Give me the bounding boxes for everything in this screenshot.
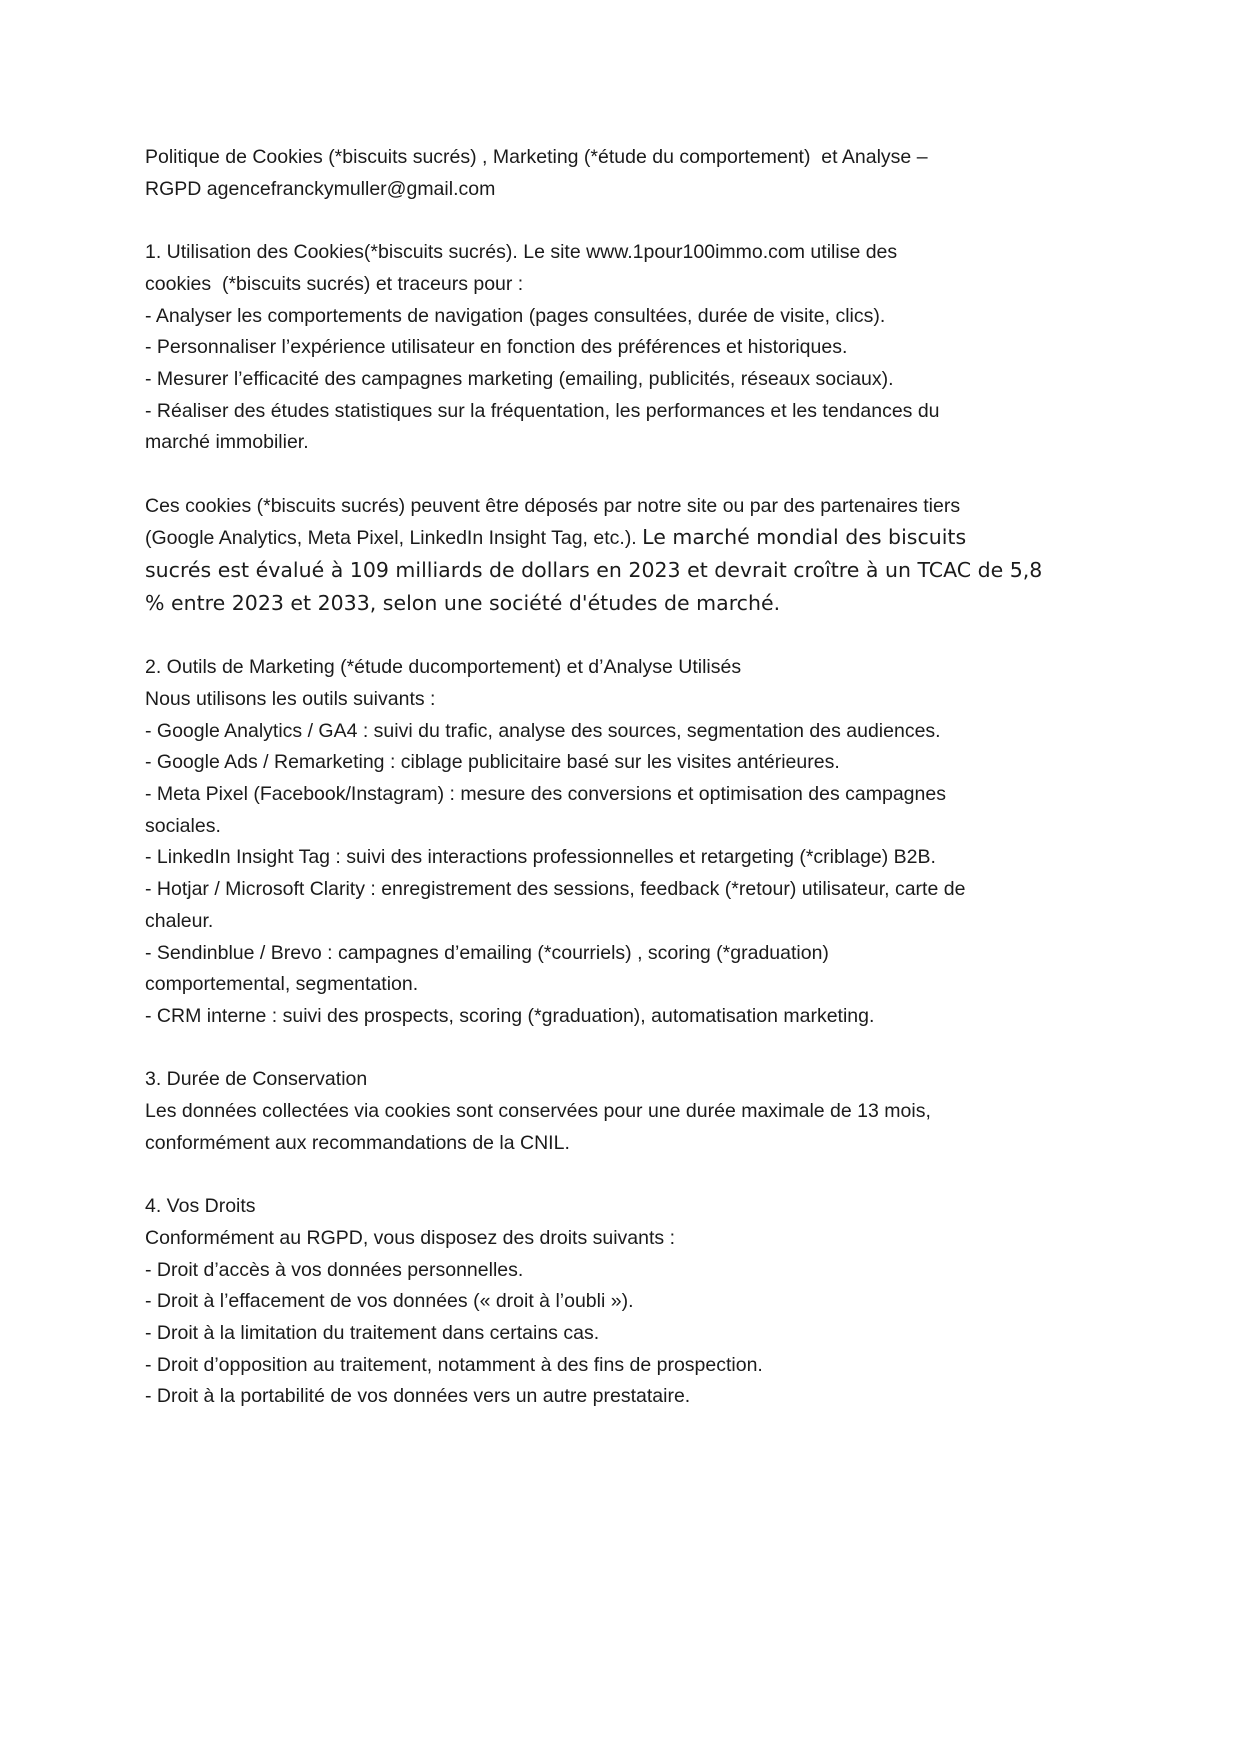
text-line (145, 522, 1097, 555)
text-line (145, 969, 1097, 1001)
text-run: 4. Vos Droits (145, 1195, 256, 1218)
text-run: - CRM interne : suivi des prospects, scoring (*graduation), automatisation marketing. (145, 1004, 875, 1027)
text-run: chaleur. (145, 909, 214, 932)
text-line (145, 364, 1097, 396)
text-line (145, 652, 1097, 684)
text-run: - Droit à l’effacement de vos données (« droit à l’oubli »). (145, 1290, 634, 1313)
text-line (145, 747, 1097, 779)
title-paragraph (145, 142, 1097, 205)
section-3-duree-conservation (145, 1064, 1097, 1159)
text-line (145, 938, 1097, 970)
text-run: - Hotjar / Microsoft Clarity : enregistrement des sessions, feedback (*retour) utilisateur, carte de (145, 878, 966, 901)
document-body (145, 142, 1097, 1413)
text-run: - Droit d’accès à vos données personnelles. (145, 1258, 524, 1281)
text-line (145, 906, 1097, 938)
text-run: conformément aux recommandations de la CNIL. (145, 1131, 570, 1154)
text-line (145, 1255, 1097, 1287)
text-run: cookies (*biscuits sucrés) et traceurs pour : (145, 272, 524, 295)
text-run: - Réaliser des études statistiques sur la fréquentation, les performances et les tendances du (145, 399, 940, 422)
text-run: - LinkedIn Insight Tag : suivi des interactions professionnelles et retargeting (*criblage) B2B. (145, 846, 936, 869)
text-run: - Google Analytics / GA4 : suivi du trafic, analyse des sources, segmentation des audiences. (145, 719, 941, 742)
text-run: - Google Ads / Remarketing : ciblage publicitaire basé sur les visites antérieures. (145, 751, 840, 774)
text-run: Politique de Cookies (*biscuits sucrés) , Marketing (*étude du comportement) et Analyse – (145, 146, 928, 168)
text-line (145, 1381, 1097, 1413)
section-4-vos-droits (145, 1191, 1097, 1413)
text-run: sociales. (145, 814, 221, 837)
text-line (145, 842, 1097, 874)
emphasized-text-run: Le marché mondial des biscuits (642, 525, 967, 550)
text-line (145, 1286, 1097, 1318)
text-line (145, 174, 1097, 206)
paragraph-partenaires-tiers (145, 491, 1097, 621)
text-line (145, 1318, 1097, 1350)
text-line (145, 237, 1097, 269)
text-line (145, 396, 1097, 428)
text-line (145, 301, 1097, 333)
section-1-utilisation-cookies (145, 237, 1097, 459)
text-line (145, 588, 1097, 621)
text-run: - Meta Pixel (Facebook/Instagram) : mesure des conversions et optimisation des campagnes (145, 783, 946, 806)
text-line (145, 874, 1097, 906)
text-line (145, 1001, 1097, 1033)
text-run: - Droit à la portabilité de vos données vers un autre prestataire. (145, 1385, 691, 1408)
text-line (145, 1191, 1097, 1223)
text-run: (Google Analytics, Meta Pixel, LinkedIn Insight Tag, etc.). (145, 527, 643, 550)
text-line (145, 142, 1097, 174)
text-line (145, 779, 1097, 811)
text-line (145, 427, 1097, 459)
text-run: - Droit à la limitation du traitement dans certains cas. (145, 1321, 600, 1344)
text-run: - Analyser les comportements de navigation (pages consultées, durée de visite, clics). (145, 304, 886, 327)
text-run: comportemental, segmentation. (145, 973, 419, 996)
text-run: RGPD agencefranckymuller@gmail.com (145, 177, 496, 200)
text-run: Ces cookies (*biscuits sucrés) peuvent être déposés par notre site ou par des partenaires tiers (145, 494, 961, 517)
text-line (145, 716, 1097, 748)
text-line (145, 684, 1097, 716)
emphasized-text-run: sucrés est évalué à 109 milliards de dollars en 2023 et devrait croître à un TCAC de 5,8 (145, 558, 1043, 583)
text-line (145, 555, 1097, 588)
text-run: marché immobilier. (145, 431, 309, 454)
text-run: 3. Durée de Conservation (145, 1068, 368, 1091)
text-line (145, 269, 1097, 301)
text-line (145, 1350, 1097, 1382)
text-run: - Sendinblue / Brevo : campagnes d’emailing (*courriels) , scoring (*graduation) (145, 941, 829, 964)
text-run: 1. Utilisation des Cookies(*biscuits sucrés). Le site www.1pour100immo.com utilise des (145, 241, 898, 264)
text-run: Conformément au RGPD, vous disposez des droits suivants : (145, 1226, 675, 1249)
section-2-outils-marketing (145, 652, 1097, 1032)
text-run: Nous utilisons les outils suivants : (145, 687, 436, 710)
text-line (145, 811, 1097, 843)
text-line (145, 1064, 1097, 1096)
text-run: - Droit d’opposition au traitement, notamment à des fins de prospection. (145, 1353, 763, 1376)
text-line (145, 332, 1097, 364)
text-line (145, 1096, 1097, 1128)
text-run: - Personnaliser l’expérience utilisateur en fonction des préférences et historiques. (145, 336, 848, 359)
text-run: 2. Outils de Marketing (*étude ducomportement) et d’Analyse Utilisés (145, 656, 742, 679)
text-line (145, 491, 1097, 523)
text-run: - Mesurer l’efficacité des campagnes marketing (emailing, publicités, réseaux sociaux). (145, 367, 894, 390)
text-run: Les données collectées via cookies sont conservées pour une durée maximale de 13 mois, (145, 1100, 931, 1123)
text-line (145, 1223, 1097, 1255)
text-line (145, 1128, 1097, 1160)
emphasized-text-run: % entre 2023 et 2033, selon une société d'études de marché. (145, 590, 781, 615)
